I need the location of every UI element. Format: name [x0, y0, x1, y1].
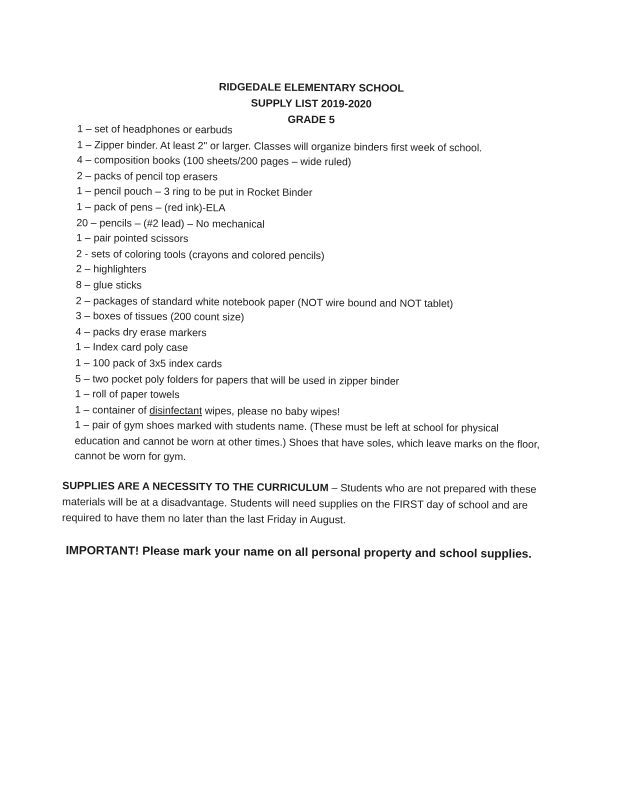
supply-item: 2 – highlighters [75, 264, 147, 277]
supply-item: 1 – roll of paper towels [74, 389, 180, 402]
supply-item: 4 – composition books (100 sheets/200 pages – wide ruled) [76, 155, 352, 169]
supply-item: 5 – two pocket poly folders for papers that will be used in zipper binder [75, 373, 400, 388]
supply-item: 1 – pencil pouch – 3 ring to be put in Rocket Binder [76, 186, 313, 200]
document-title: SUPPLY LIST 2019-2020 [250, 97, 372, 111]
grade-label: GRADE 5 [287, 113, 335, 127]
necessity-paragraph [62, 479, 542, 530]
supply-item: 1 – 100 pack of 3x5 index cards [75, 358, 223, 371]
supply-item: 3 – boxes of tissues (200 count size) [75, 311, 245, 324]
supply-item: 2 – packs of pencil top erasers [76, 170, 218, 184]
wipes-text-underlined: disinfectant [149, 405, 203, 417]
necessity-body: – Students who are not prepared with these materials will be at a disadvantage. Students will need supplies on the FIRST day of school and are required to have them no later than the last Friday in August. [62, 482, 537, 526]
supply-item: 2 – packages of standard white notebook paper (NOT wire bound and NOT tablet) [75, 295, 454, 310]
supply-item: 1 – set of headphones or earbuds [77, 124, 233, 137]
wipes-text-after: wipes, please no baby wipes! [201, 405, 341, 418]
supply-item: 1 – pack of pens – (red ink)-ELA [76, 202, 226, 215]
supply-item: 4 – packs dry erase markers [75, 326, 207, 339]
supply-item: 8 – glue sticks [75, 280, 142, 292]
school-name: RIDGEDALE ELEMENTARY SCHOOL [218, 81, 405, 95]
supply-item-gym-shoes: 1 – pair of gym shoes marked with students name. (These must be left at school for physical education and cannot be worn at other times.) Shoes that have soles, which leave marks on the floor, cannot be worn for gym. [74, 420, 540, 464]
supply-item: 20 – pencils – (#2 lead) – No mechanical [76, 217, 265, 231]
supply-list [74, 122, 577, 469]
important-note: IMPORTANT! Please mark your name on all personal property and school supplies. [65, 543, 532, 561]
supply-item: 1 – pair pointed scissors [76, 233, 189, 246]
supply-item: 1 – Zipper binder. At least 2" or larger. Classes will organize binders first week of school. [76, 139, 483, 154]
necessity-heading: SUPPLIES ARE A NECESSITY TO THE CURRICULUM [62, 480, 329, 495]
supply-item: 1 – Index card poly case [75, 342, 189, 355]
wipes-text-before: 1 – container of [74, 404, 150, 417]
supply-item: 2 - sets of coloring tools (crayons and colored pencils) [76, 248, 325, 262]
